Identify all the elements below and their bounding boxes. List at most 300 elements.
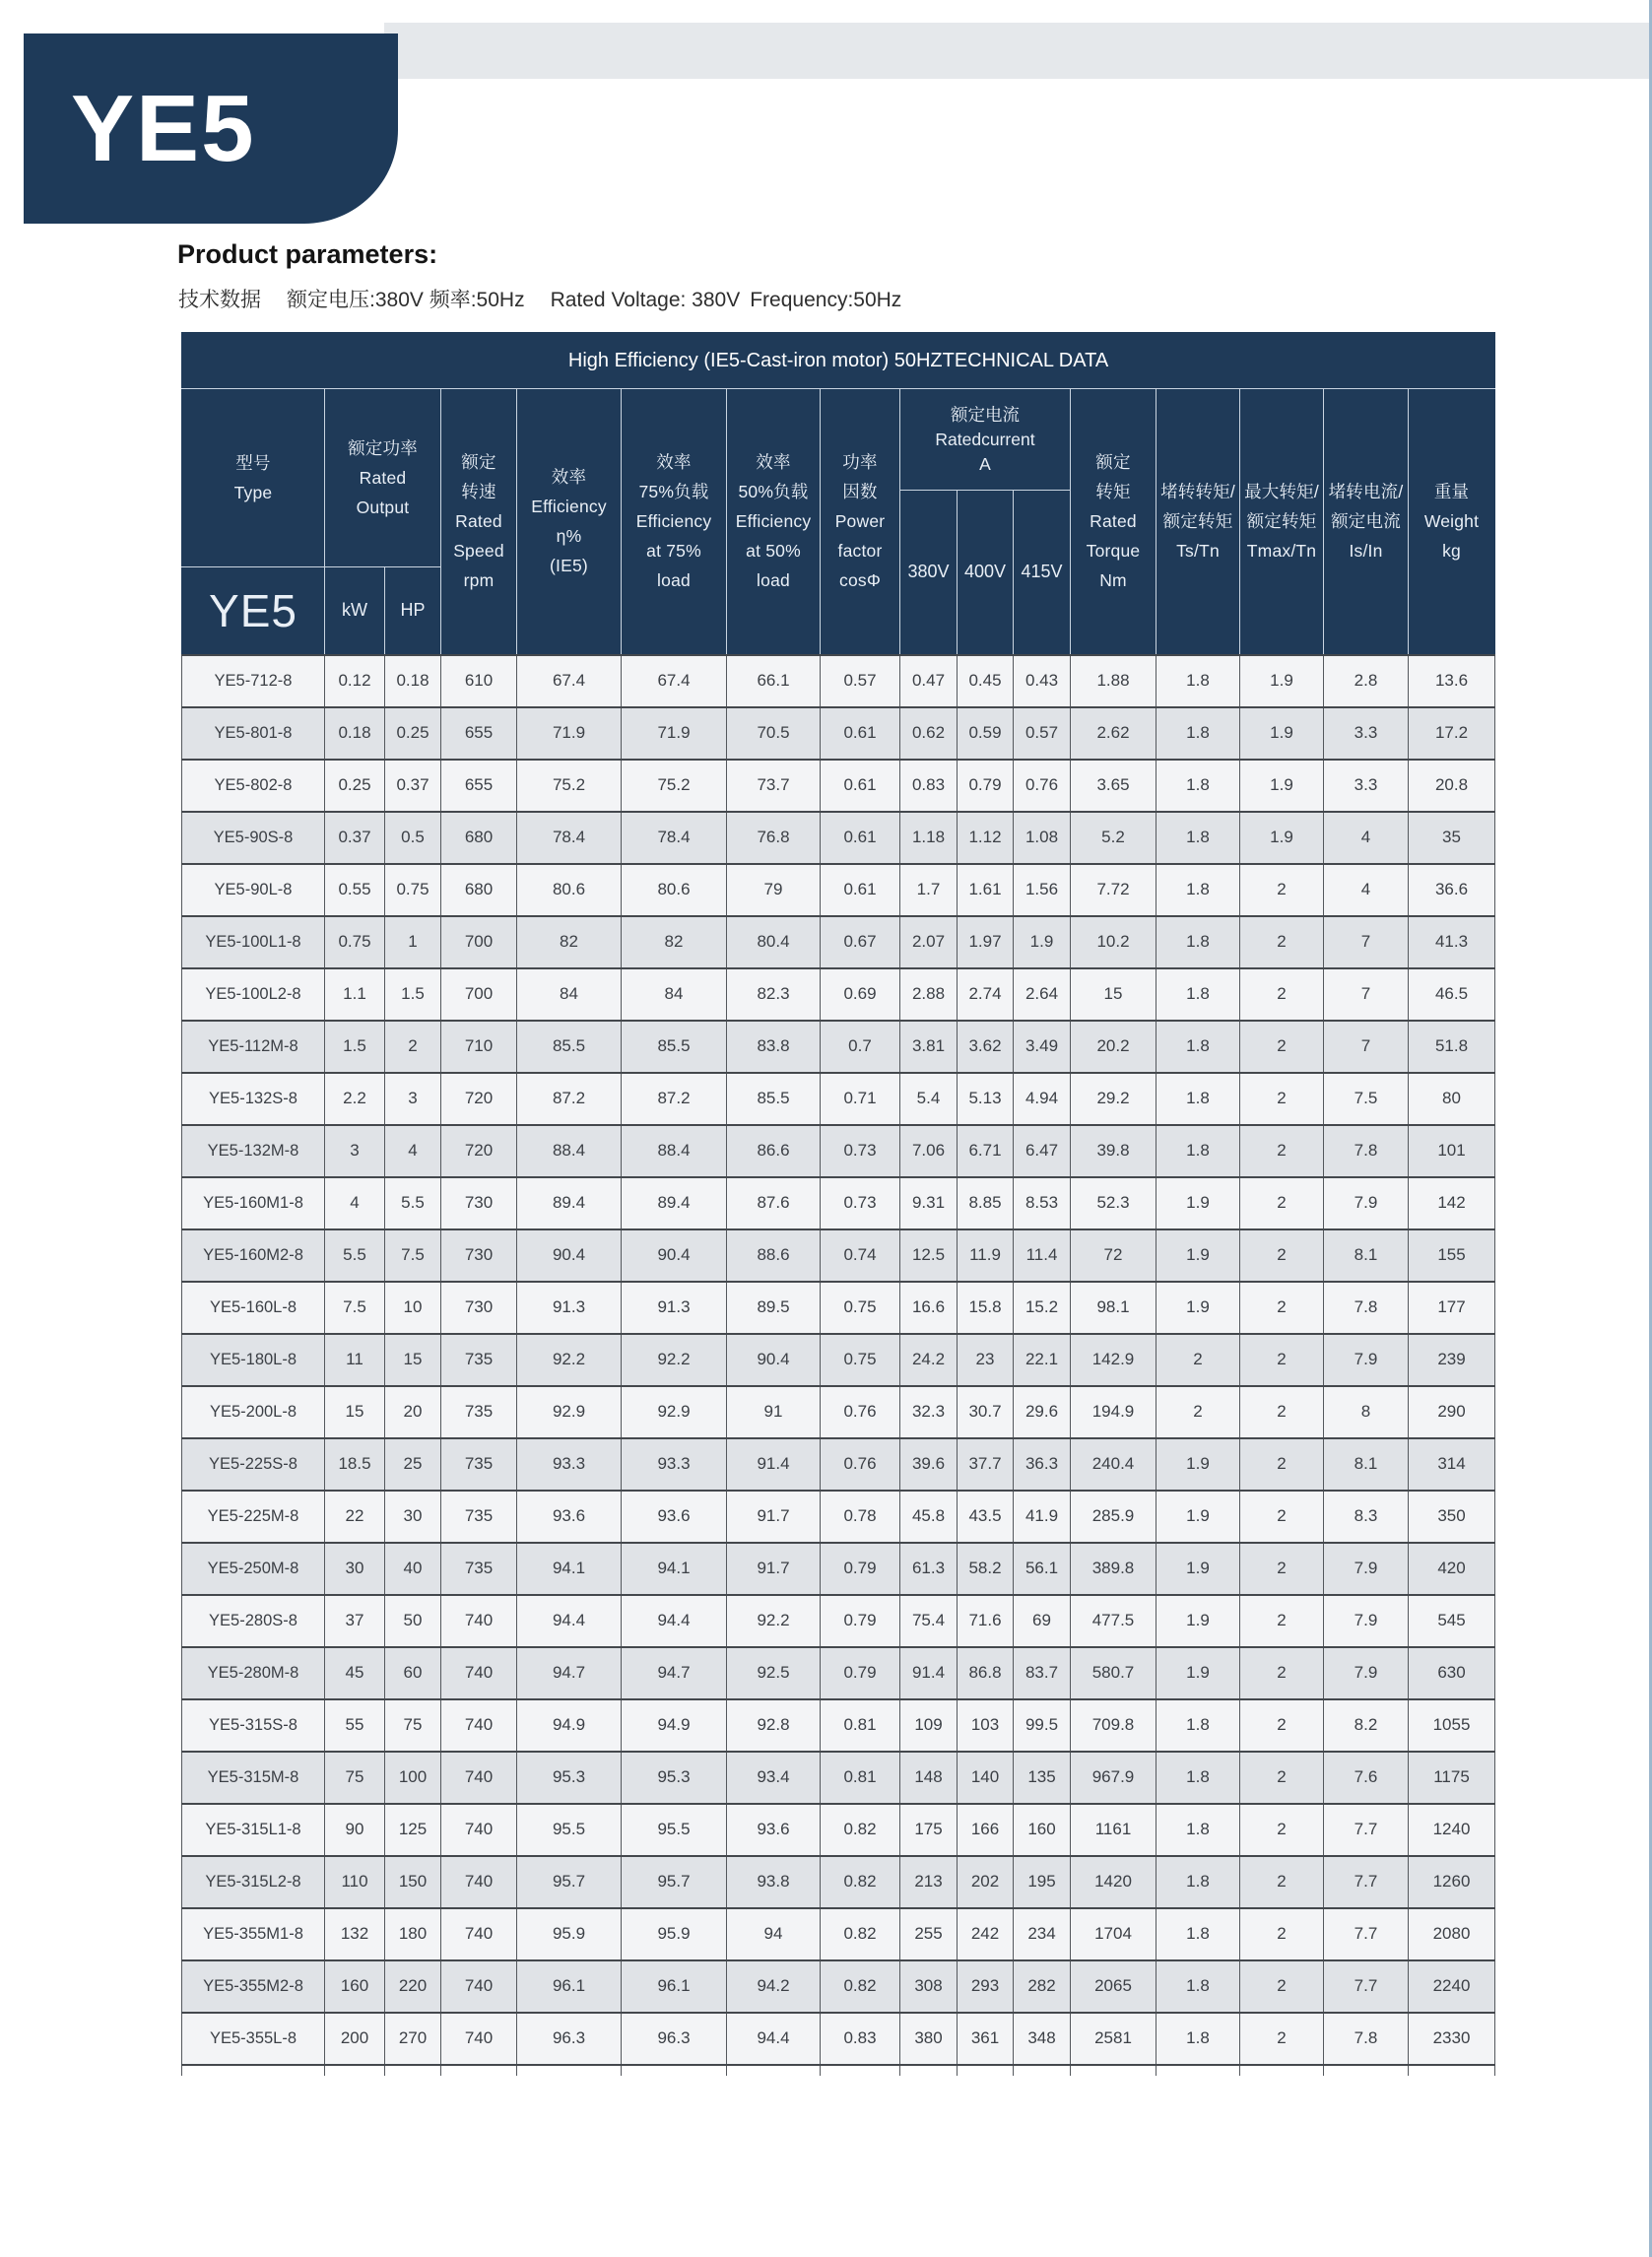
value-cell: 16.6: [900, 1282, 958, 1334]
value-cell: 35: [1409, 812, 1495, 864]
value-cell: 1: [385, 916, 441, 968]
value-cell: 735: [441, 1543, 517, 1595]
value-cell: 2: [1156, 1386, 1240, 1438]
value-cell: 0.37: [385, 760, 441, 812]
value-cell: 10.2: [1071, 916, 1156, 968]
value-cell: 2: [1240, 1334, 1324, 1386]
value-cell: 46.5: [1409, 968, 1495, 1021]
value-cell: 1.8: [1156, 1073, 1240, 1125]
value-cell: 1.9: [1156, 1282, 1240, 1334]
value-cell: 1055: [1409, 1699, 1495, 1752]
value-cell: 87.6: [727, 1177, 821, 1229]
value-cell: 361: [958, 2013, 1014, 2065]
value-cell: 0.18: [325, 707, 385, 760]
model-cell: YE5-132M-8: [182, 1125, 325, 1177]
value-cell: 740: [441, 1595, 517, 1647]
partial-row: [182, 2065, 1495, 2076]
header-line: Efficiency: [735, 510, 812, 531]
value-cell: 94.4: [727, 2013, 821, 2065]
model-cell: YE5-160M2-8: [182, 1229, 325, 1282]
value-cell: 75.2: [517, 760, 622, 812]
value-cell: 84: [622, 968, 727, 1021]
model-cell: YE5-802-8: [182, 760, 325, 812]
value-cell: 70.5: [727, 707, 821, 760]
value-cell: 79: [727, 864, 821, 916]
value-cell: 0.18: [385, 655, 441, 707]
value-cell: 1.18: [900, 812, 958, 864]
value-cell: 91.7: [727, 1491, 821, 1543]
value-cell: 1.8: [1156, 1125, 1240, 1177]
value-cell: 20.8: [1409, 760, 1495, 812]
value-cell: 92.8: [727, 1699, 821, 1752]
value-cell: 30: [325, 1543, 385, 1595]
table-title-row: [182, 333, 1495, 389]
value-cell: 11: [325, 1334, 385, 1386]
value-cell: 175: [900, 1804, 958, 1856]
value-cell: 3: [325, 1125, 385, 1177]
value-cell: 0.45: [958, 655, 1014, 707]
value-cell: 0.74: [821, 1229, 900, 1282]
value-cell: 730: [441, 1282, 517, 1334]
value-cell: 7: [1324, 1021, 1409, 1073]
value-cell: 1.9: [1240, 655, 1324, 707]
table-row: [182, 1386, 1495, 1438]
value-cell: 195: [1014, 1856, 1071, 1908]
value-cell: 142.9: [1071, 1334, 1156, 1386]
value-cell: 1.97: [958, 916, 1014, 968]
value-cell: 545: [1409, 1595, 1495, 1647]
table-row: [182, 1491, 1495, 1543]
value-cell: 7: [1324, 916, 1409, 968]
value-cell: 92.2: [727, 1595, 821, 1647]
value-cell: 2: [1240, 1229, 1324, 1282]
header-line: 堵转转矩/: [1160, 481, 1235, 501]
value-cell: 0.61: [821, 760, 900, 812]
value-cell: 680: [441, 812, 517, 864]
header-line: 功率: [842, 451, 878, 472]
value-cell: 95.7: [622, 1856, 727, 1908]
model-cell: YE5-355M1-8: [182, 1908, 325, 1960]
value-cell: 58.2: [958, 1543, 1014, 1595]
value-cell: 2080: [1409, 1908, 1495, 1960]
value-cell: 2: [1240, 1647, 1324, 1699]
value-cell: 348: [1014, 2013, 1071, 2065]
model-cell: YE5-225S-8: [182, 1438, 325, 1491]
value-cell: 4: [1324, 864, 1409, 916]
header-line: η%: [556, 525, 582, 546]
value-cell: 80.6: [622, 864, 727, 916]
value-cell: 93.6: [517, 1491, 622, 1543]
value-cell: 8.85: [958, 1177, 1014, 1229]
col-header-415v: 415V: [1014, 491, 1071, 655]
value-cell: 87.2: [517, 1073, 622, 1125]
value-cell: 735: [441, 1438, 517, 1491]
model-cell: YE5-712-8: [182, 655, 325, 707]
empty-cell: [441, 2065, 517, 2076]
value-cell: 41.9: [1014, 1491, 1071, 1543]
table-row: [182, 2013, 1495, 2065]
header-line: 额定: [461, 451, 496, 472]
value-cell: 1.9: [1156, 1177, 1240, 1229]
table-row: [182, 812, 1495, 864]
value-cell: 93.3: [622, 1438, 727, 1491]
header-line: 50%负载: [738, 481, 809, 501]
value-cell: 610: [441, 655, 517, 707]
header-line: kg: [1442, 540, 1461, 561]
model-cell: YE5-225M-8: [182, 1491, 325, 1543]
value-cell: 0.5: [385, 812, 441, 864]
empty-cell: [821, 2065, 900, 2076]
model-cell: YE5-112M-8: [182, 1021, 325, 1073]
value-cell: 94.1: [517, 1543, 622, 1595]
header-line: load: [657, 569, 691, 590]
value-cell: 389.8: [1071, 1543, 1156, 1595]
value-cell: 0.81: [821, 1699, 900, 1752]
value-cell: 2.2: [325, 1073, 385, 1125]
value-cell: 700: [441, 968, 517, 1021]
value-cell: 78.4: [622, 812, 727, 864]
value-cell: 0.61: [821, 707, 900, 760]
badge-label: YE5: [71, 75, 256, 181]
table-row: [182, 1908, 1495, 1960]
value-cell: 94.4: [517, 1595, 622, 1647]
empty-cell: [1409, 2065, 1495, 2076]
value-cell: 0.37: [325, 812, 385, 864]
value-cell: 1.12: [958, 812, 1014, 864]
value-cell: 52.3: [1071, 1177, 1156, 1229]
value-cell: 36.3: [1014, 1438, 1071, 1491]
table-row: [182, 1177, 1495, 1229]
value-cell: 180: [385, 1908, 441, 1960]
value-cell: 1.8: [1156, 1021, 1240, 1073]
value-cell: 3.62: [958, 1021, 1014, 1073]
value-cell: 270: [385, 2013, 441, 2065]
value-cell: 83.7: [1014, 1647, 1071, 1699]
value-cell: 96.3: [622, 2013, 727, 2065]
value-cell: 94.1: [622, 1543, 727, 1595]
value-cell: 1.8: [1156, 655, 1240, 707]
value-cell: 0.25: [325, 760, 385, 812]
value-cell: 1.7: [900, 864, 958, 916]
value-cell: 655: [441, 760, 517, 812]
empty-cell: [1071, 2065, 1156, 2076]
value-cell: 95.5: [622, 1804, 727, 1856]
model-cell: YE5-280M-8: [182, 1647, 325, 1699]
value-cell: 30.7: [958, 1386, 1014, 1438]
value-cell: 7.9: [1324, 1543, 1409, 1595]
value-cell: 1.8: [1156, 1856, 1240, 1908]
header-line: (IE5): [550, 555, 588, 575]
value-cell: 6.71: [958, 1125, 1014, 1177]
model-cell: YE5-132S-8: [182, 1073, 325, 1125]
value-cell: 94: [727, 1908, 821, 1960]
model-cell: YE5-100L2-8: [182, 968, 325, 1021]
value-cell: 85.5: [727, 1073, 821, 1125]
value-cell: 92.9: [517, 1386, 622, 1438]
col-header-rated-torque: [1071, 389, 1156, 655]
value-cell: 23: [958, 1334, 1014, 1386]
value-cell: 0.75: [325, 916, 385, 968]
header-line: Rated: [359, 467, 407, 488]
value-cell: 45.8: [900, 1491, 958, 1543]
value-cell: 0.81: [821, 1752, 900, 1804]
value-cell: 202: [958, 1856, 1014, 1908]
header-line: 型号: [235, 452, 271, 473]
table-row: [182, 1856, 1495, 1908]
value-cell: 92.2: [517, 1334, 622, 1386]
value-cell: 32.3: [900, 1386, 958, 1438]
value-cell: 13.6: [1409, 655, 1495, 707]
table-row: [182, 1960, 1495, 2013]
value-cell: 3.49: [1014, 1021, 1071, 1073]
value-cell: 0.61: [821, 864, 900, 916]
value-cell: 15.8: [958, 1282, 1014, 1334]
model-cell: YE5-801-8: [182, 707, 325, 760]
value-cell: 15: [325, 1386, 385, 1438]
value-cell: 80.4: [727, 916, 821, 968]
header-line: Efficiency: [635, 510, 712, 531]
value-cell: 7.9: [1324, 1334, 1409, 1386]
value-cell: 94.2: [727, 1960, 821, 2013]
value-cell: 0.82: [821, 1804, 900, 1856]
header-line: 转速: [461, 481, 496, 501]
header-line: Type: [233, 482, 273, 502]
header-line: 效率: [551, 466, 587, 487]
value-cell: 83.8: [727, 1021, 821, 1073]
value-cell: 15: [385, 1334, 441, 1386]
empty-cell: [900, 2065, 958, 2076]
value-cell: 220: [385, 1960, 441, 2013]
value-cell: 1.8: [1156, 916, 1240, 968]
model-cell: YE5-355L-8: [182, 2013, 325, 2065]
value-cell: 1.08: [1014, 812, 1071, 864]
value-cell: 239: [1409, 1334, 1495, 1386]
value-cell: 96.1: [622, 1960, 727, 2013]
empty-cell: [1014, 2065, 1071, 2076]
value-cell: 730: [441, 1177, 517, 1229]
value-cell: 80.6: [517, 864, 622, 916]
col-header-rated-output: [325, 389, 441, 567]
value-cell: 1.9: [1014, 916, 1071, 968]
page-title: Product parameters:: [177, 239, 438, 269]
value-cell: 7.7: [1324, 1856, 1409, 1908]
value-cell: 2330: [1409, 2013, 1495, 2065]
value-cell: 7.5: [385, 1229, 441, 1282]
value-cell: 90.4: [517, 1229, 622, 1282]
model-cell: YE5-90L-8: [182, 864, 325, 916]
value-cell: 0.82: [821, 1960, 900, 2013]
value-cell: 82: [517, 916, 622, 968]
col-header-weight: [1409, 389, 1495, 655]
value-cell: 99.5: [1014, 1699, 1071, 1752]
spec-table: [181, 332, 1495, 2076]
col-header-rated-speed: [441, 389, 517, 655]
header-line: Power: [834, 510, 886, 531]
value-cell: 20.2: [1071, 1021, 1156, 1073]
value-cell: 10: [385, 1282, 441, 1334]
value-cell: 477.5: [1071, 1595, 1156, 1647]
value-cell: 1.8: [1156, 1752, 1240, 1804]
value-cell: 0.82: [821, 1856, 900, 1908]
value-cell: 94.7: [622, 1647, 727, 1699]
value-cell: 2: [1240, 2013, 1324, 2065]
value-cell: 1.8: [1156, 707, 1240, 760]
value-cell: 194.9: [1071, 1386, 1156, 1438]
value-cell: 20: [385, 1386, 441, 1438]
header-line: 转矩: [1095, 481, 1131, 501]
value-cell: 91.7: [727, 1543, 821, 1595]
value-cell: 0.76: [821, 1438, 900, 1491]
value-cell: 285.9: [1071, 1491, 1156, 1543]
value-cell: 290: [1409, 1386, 1495, 1438]
value-cell: 67.4: [622, 655, 727, 707]
value-cell: 2.07: [900, 916, 958, 968]
value-cell: 0.59: [958, 707, 1014, 760]
table-row: [182, 1595, 1495, 1647]
header-line: Speed: [453, 540, 504, 561]
header-line: 因数: [842, 481, 878, 501]
value-cell: 2: [1240, 1856, 1324, 1908]
value-cell: 85.5: [622, 1021, 727, 1073]
value-cell: 95.5: [517, 1804, 622, 1856]
value-cell: 255: [900, 1908, 958, 1960]
value-cell: 7.9: [1324, 1647, 1409, 1699]
value-cell: 0.69: [821, 968, 900, 1021]
col-header-ts-tn: [1156, 389, 1240, 655]
value-cell: 91.3: [517, 1282, 622, 1334]
header-line: 额定电流: [951, 405, 1020, 425]
value-cell: 2: [1156, 1334, 1240, 1386]
value-cell: 240.4: [1071, 1438, 1156, 1491]
table-body: [182, 655, 1495, 2076]
col-header-rated-current: [900, 389, 1071, 491]
empty-cell: [1156, 2065, 1240, 2076]
value-cell: 50: [385, 1595, 441, 1647]
col-header-kw: kW: [325, 567, 385, 655]
value-cell: 88.4: [517, 1125, 622, 1177]
value-cell: 95.9: [622, 1908, 727, 1960]
header-line: Rated: [1090, 510, 1137, 531]
value-cell: 37.7: [958, 1438, 1014, 1491]
value-cell: 43.5: [958, 1491, 1014, 1543]
header-line: Rated: [455, 510, 502, 531]
top-gray-bar: [384, 23, 1652, 79]
value-cell: 1260: [1409, 1856, 1495, 1908]
value-cell: 7.9: [1324, 1177, 1409, 1229]
header-line: 堵转电流/: [1328, 481, 1404, 501]
value-cell: 740: [441, 1960, 517, 2013]
table-row: [182, 1752, 1495, 1804]
value-cell: 7.7: [1324, 1804, 1409, 1856]
model-cell: YE5-180L-8: [182, 1334, 325, 1386]
value-cell: 91.4: [727, 1438, 821, 1491]
header-line: Weight: [1423, 510, 1480, 531]
value-cell: 89.4: [517, 1177, 622, 1229]
model-cell: YE5-90S-8: [182, 812, 325, 864]
value-cell: 630: [1409, 1647, 1495, 1699]
value-cell: 37: [325, 1595, 385, 1647]
value-cell: 67.4: [517, 655, 622, 707]
header-line: 额定转矩: [1246, 510, 1317, 531]
value-cell: 82: [622, 916, 727, 968]
subtitle-zh-specs: 额定电压:380V 频率:50Hz: [287, 289, 525, 311]
value-cell: 2: [1240, 1125, 1324, 1177]
table-row: [182, 1699, 1495, 1752]
col-header-is-in: [1324, 389, 1409, 655]
header-line: Nm: [1099, 569, 1127, 590]
value-cell: 735: [441, 1386, 517, 1438]
value-cell: 92.9: [622, 1386, 727, 1438]
value-cell: 15: [1071, 968, 1156, 1021]
value-cell: 4: [325, 1177, 385, 1229]
table-row: [182, 1438, 1495, 1491]
value-cell: 1175: [1409, 1752, 1495, 1804]
value-cell: 213: [900, 1856, 958, 1908]
value-cell: 76.8: [727, 812, 821, 864]
value-cell: 7: [1324, 968, 1409, 1021]
value-cell: 101: [1409, 1125, 1495, 1177]
table-row: [182, 1543, 1495, 1595]
value-cell: 7.7: [1324, 1960, 1409, 2013]
model-cell: YE5-280S-8: [182, 1595, 325, 1647]
value-cell: 78.4: [517, 812, 622, 864]
value-cell: 0.67: [821, 916, 900, 968]
table-row: [182, 760, 1495, 812]
value-cell: 7.7: [1324, 1908, 1409, 1960]
value-cell: 735: [441, 1334, 517, 1386]
value-cell: 0.43: [1014, 655, 1071, 707]
value-cell: 2.62: [1071, 707, 1156, 760]
value-cell: 95.3: [622, 1752, 727, 1804]
value-cell: 1.8: [1156, 1908, 1240, 1960]
value-cell: 5.4: [900, 1073, 958, 1125]
value-cell: 2.8: [1324, 655, 1409, 707]
value-cell: 7.8: [1324, 1125, 1409, 1177]
value-cell: 8.53: [1014, 1177, 1071, 1229]
value-cell: 2: [1240, 1438, 1324, 1491]
value-cell: 380: [900, 2013, 958, 2065]
value-cell: 56.1: [1014, 1543, 1071, 1595]
value-cell: 9.31: [900, 1177, 958, 1229]
value-cell: 1.9: [1156, 1229, 1240, 1282]
value-cell: 75.4: [900, 1595, 958, 1647]
value-cell: 29.2: [1071, 1073, 1156, 1125]
value-cell: 90: [325, 1804, 385, 1856]
value-cell: 740: [441, 1856, 517, 1908]
model-cell: YE5-100L1-8: [182, 916, 325, 968]
value-cell: 5.2: [1071, 812, 1156, 864]
value-cell: 95.7: [517, 1856, 622, 1908]
value-cell: 655: [441, 707, 517, 760]
value-cell: 8.1: [1324, 1438, 1409, 1491]
value-cell: 160: [1014, 1804, 1071, 1856]
value-cell: 740: [441, 1699, 517, 1752]
value-cell: 1.9: [1240, 812, 1324, 864]
value-cell: 740: [441, 1647, 517, 1699]
value-cell: 93.6: [622, 1491, 727, 1543]
value-cell: 350: [1409, 1491, 1495, 1543]
value-cell: 314: [1409, 1438, 1495, 1491]
value-cell: 82.3: [727, 968, 821, 1021]
value-cell: 0.82: [821, 1908, 900, 1960]
table-row: [182, 864, 1495, 916]
value-cell: 93.4: [727, 1752, 821, 1804]
value-cell: 3.81: [900, 1021, 958, 1073]
header-line: factor: [837, 540, 883, 561]
value-cell: 103: [958, 1699, 1014, 1752]
header-line: Ratedcurrent: [935, 430, 1035, 449]
value-cell: 39.6: [900, 1438, 958, 1491]
